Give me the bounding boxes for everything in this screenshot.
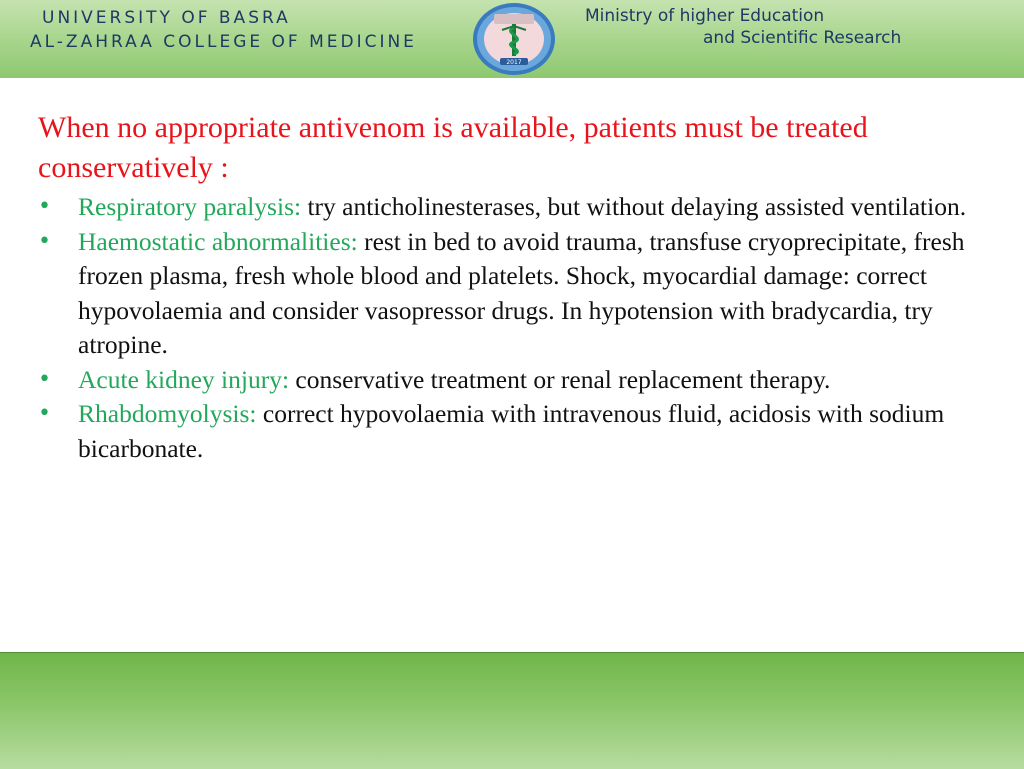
bullet-icon: • — [38, 401, 51, 426]
logo-year: 2017 — [506, 59, 522, 66]
treatment-list — [38, 190, 1010, 466]
bullet-icon: • — [38, 366, 51, 392]
list-item — [38, 225, 1010, 363]
college-logo — [472, 2, 556, 76]
ministry-line-2: and Scientific Research — [703, 28, 902, 48]
item-text: conservative treatment or renal replacement therapy. — [289, 364, 831, 394]
bullet-icon: • — [38, 228, 51, 254]
list-item — [38, 397, 1010, 466]
item-text: try anticholinesterases, but without delaying assisted ventilation. — [301, 192, 967, 221]
header-band — [0, 0, 1024, 78]
bullet-icon: • — [38, 194, 51, 219]
university-name: UNIVERSITY OF BASRA — [42, 8, 291, 28]
list-item — [38, 190, 1010, 225]
slide-intro: When no appropriate antivenom is available, patients must be treated conservatively : — [38, 111, 868, 184]
item-term: Acute kidney injury: — [78, 364, 290, 394]
slide-content — [38, 108, 1010, 466]
footer-band — [0, 652, 1024, 769]
ministry-line-1: Ministry of higher Education — [585, 6, 825, 26]
item-text: correct hypovolaemia with intravenous fluid, acidosis with sodium bicarbonate. — [78, 399, 945, 463]
item-term: Rhabdomyolysis: — [78, 399, 257, 428]
item-term: Respiratory paralysis: — [78, 192, 302, 221]
list-item — [38, 363, 1010, 398]
college-name: AL-ZAHRAA COLLEGE OF MEDICINE — [30, 32, 417, 52]
item-text: rest in bed to avoid trauma, transfuse cryoprecipitate, fresh frozen plasma, fresh whole blood and platelets. Shock, myocardial damage: correct hypovolaemia and consider vasopressor drugs. In hypotension with bradycardia, try atropine. — [78, 226, 965, 359]
item-term: Haemostatic abnormalities: — [78, 226, 358, 256]
